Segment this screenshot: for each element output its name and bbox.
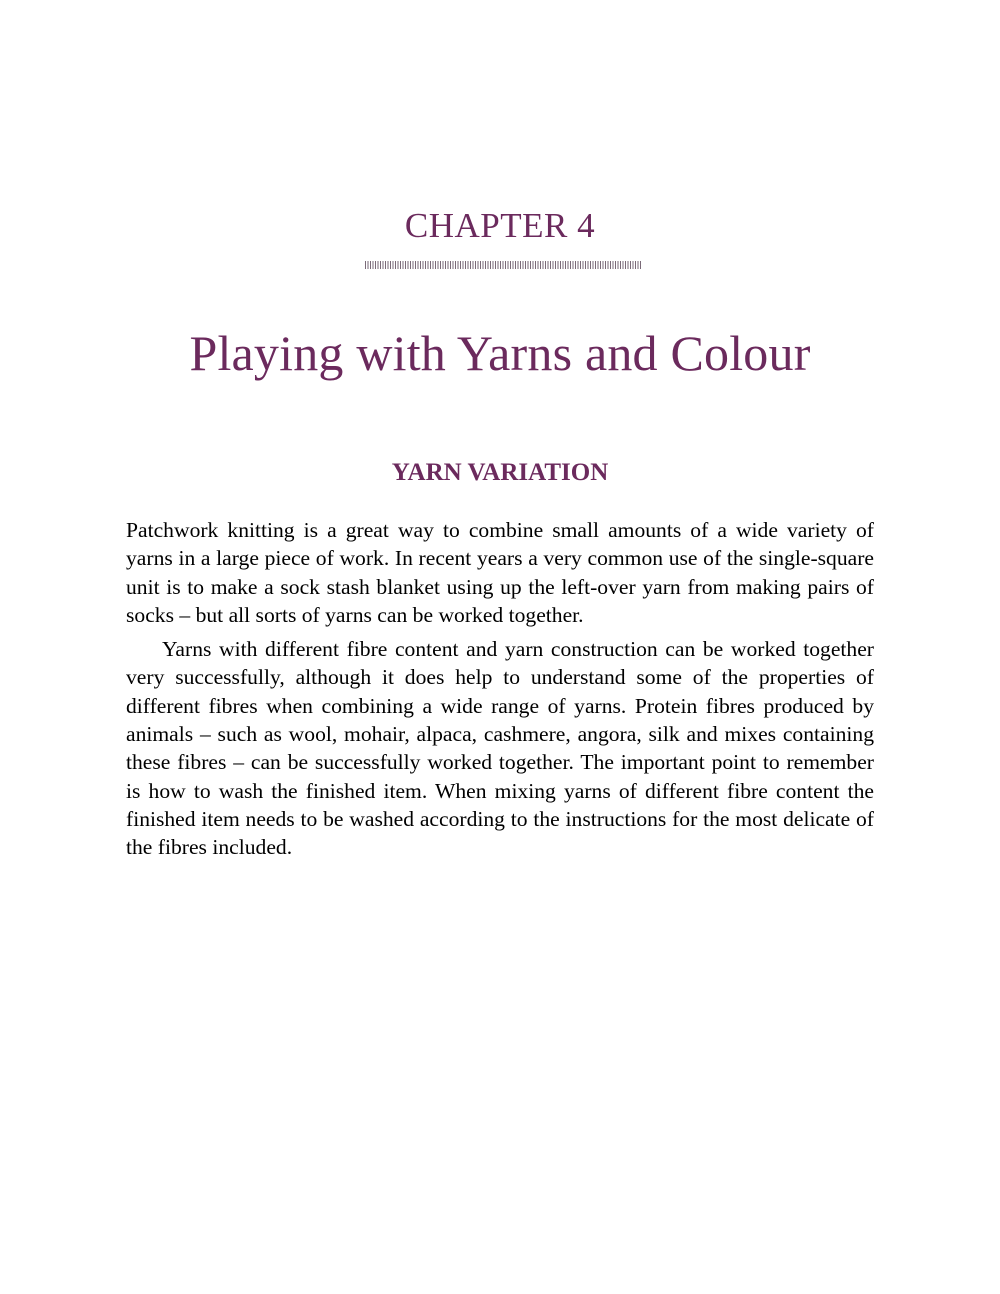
- chapter-label: CHAPTER 4: [404, 206, 596, 245]
- chapter-rule-divider: [365, 261, 642, 269]
- section-heading: YARN VARIATION: [391, 459, 609, 486]
- body-text: [126, 516, 874, 868]
- paragraph: Patchwork knitting is a great way to combine small amounts of a wide variety of yarns in a large piece of work. In recent years a very common use of the single-square unit is to make a sock stash blanket using up the left-over yarn from making pairs of socks – but all sorts of yarns can be worked together.: [126, 518, 874, 627]
- chapter-title: Playing with Yarns and Colour: [189, 325, 811, 381]
- paragraph: Yarns with different fibre content and yarn construction can be worked together very successfully, although it does help to understand some of the properties of different fibres when combining a wide range of yarns. Protein fibres produced by animals – such as wool, mohair, alpaca, cashmere, angora, silk and mixes containing these fibres – can be successfully worked together. The important point to remember is how to wash the finished item. When mixing yarns of different fibre content the finished item needs to be washed according to the instructions for the most delicate of the fibres included.: [126, 637, 874, 860]
